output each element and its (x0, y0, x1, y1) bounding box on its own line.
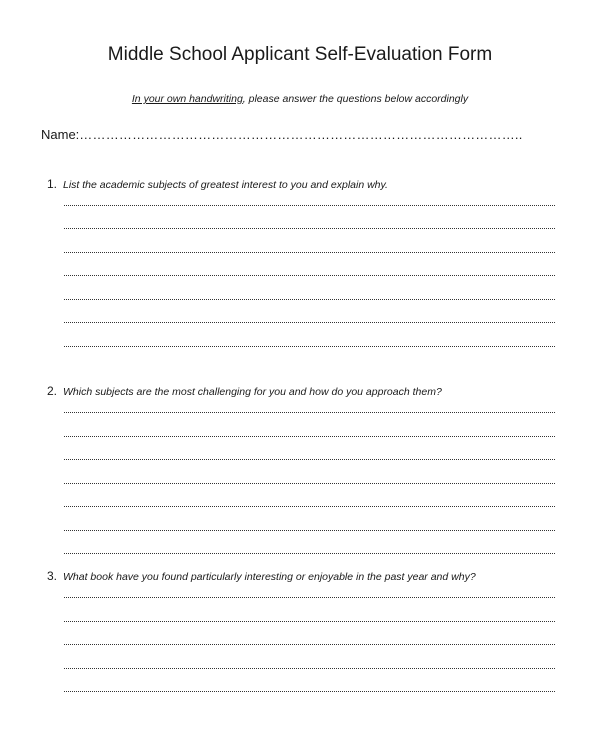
form-instruction (0, 93, 600, 105)
answer-line[interactable] (64, 322, 555, 323)
answer-line[interactable] (64, 412, 555, 413)
answer-line[interactable] (64, 205, 555, 206)
answer-line[interactable] (64, 691, 555, 692)
answer-line[interactable] (64, 228, 555, 229)
answer-line[interactable] (64, 668, 555, 669)
answer-line[interactable] (64, 346, 555, 347)
question-number: 3. (47, 569, 58, 583)
instruction-underlined: In your own handwriting (131, 93, 243, 105)
answer-line[interactable] (64, 621, 555, 622)
question-2 (47, 384, 442, 398)
answer-line[interactable] (64, 644, 555, 645)
answer-line[interactable] (64, 530, 555, 531)
question-1 (47, 177, 388, 191)
instruction-rest: , please answer the questions below accordingly (242, 93, 469, 105)
answer-line[interactable] (64, 275, 555, 276)
answer-line[interactable] (64, 597, 555, 598)
name-dotted-line: ……………………………………………………………………………………….. (79, 127, 523, 142)
answer-line[interactable] (64, 483, 555, 484)
answer-line[interactable] (64, 299, 555, 300)
question-text: What book have you found particularly interesting or enjoyable in the past year and why? (63, 571, 476, 583)
question-text: Which subjects are the most challenging for you and how do you approach them? (63, 386, 442, 398)
form-title: Middle School Applicant Self-Evaluation Form (107, 44, 493, 65)
answer-line[interactable] (64, 553, 555, 554)
question-3 (47, 569, 476, 583)
name-label: Name: (41, 127, 80, 142)
question-number: 2. (47, 384, 58, 398)
question-text: List the academic subjects of greatest interest to you and explain why. (63, 179, 388, 191)
answer-line[interactable] (64, 252, 555, 253)
question-number: 1. (47, 177, 58, 191)
name-field[interactable] (41, 127, 523, 142)
answer-line[interactable] (64, 506, 555, 507)
answer-line[interactable] (64, 459, 555, 460)
answer-line[interactable] (64, 436, 555, 437)
